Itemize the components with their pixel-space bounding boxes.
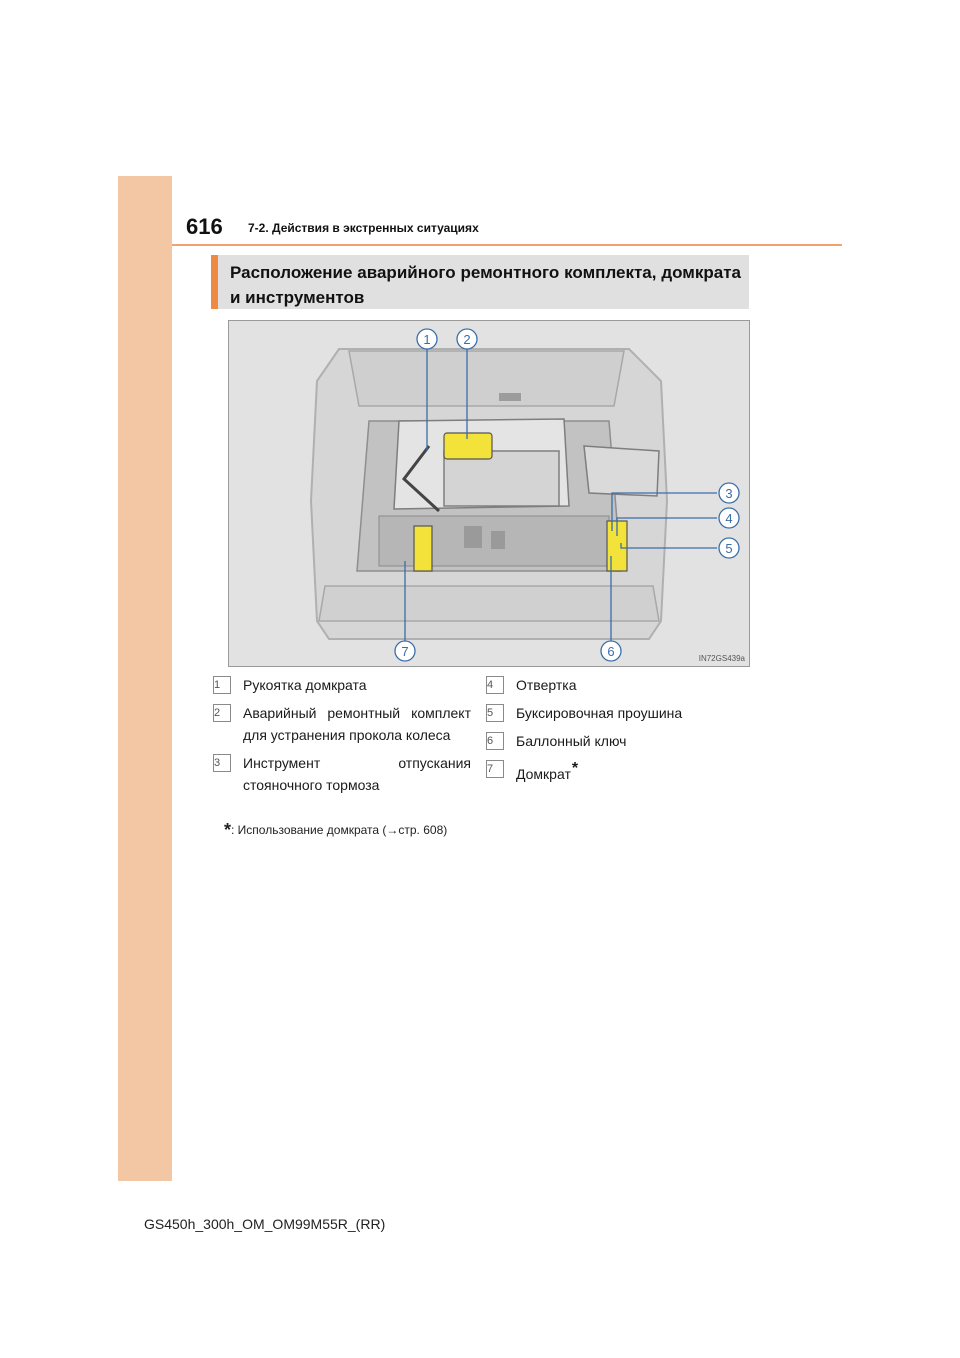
trunk-drawing <box>229 321 749 666</box>
legend-item <box>213 674 471 696</box>
document-code-footer: GS450h_300h_OM_OM99M55R_(RR) <box>144 1216 386 1232</box>
page-title: Расположение аварийного ремонтного комплекта, домкрата и инструментов <box>230 263 741 307</box>
callout-2: 2 <box>463 332 471 347</box>
callout-6: 6 <box>607 644 615 659</box>
legend-number-badge: 1 <box>213 676 231 694</box>
legend-number-badge: 4 <box>486 676 504 694</box>
footnote-star: * <box>224 820 232 840</box>
footnote-text: : Использование домкрата (→стр. 608) <box>231 823 448 837</box>
legend-item <box>486 758 744 785</box>
legend-number-badge: 7 <box>486 760 504 778</box>
trunk-illustration <box>228 320 750 667</box>
footnote <box>224 820 447 841</box>
figure-code: IN72GS439a <box>698 654 745 663</box>
section-heading: 7-2. Действия в экстренных ситуациях <box>248 221 479 235</box>
legend-item <box>486 702 744 724</box>
legend-text: Инструмент отпускания стояночного тормоза <box>243 755 471 793</box>
legend-right-column <box>486 674 744 791</box>
legend-text: Отвертка <box>516 677 577 693</box>
callout-7: 7 <box>401 644 409 659</box>
legend-number-badge: 2 <box>213 704 231 722</box>
callout-3: 3 <box>725 486 733 501</box>
legend-item <box>486 730 744 752</box>
callout-4: 4 <box>725 511 733 526</box>
legend-text: Баллонный ключ <box>516 733 627 749</box>
legend-text: Аварийный ремонтный комплект для устранения прокола колеса <box>243 705 471 743</box>
legend-number-badge: 3 <box>213 754 231 772</box>
legend-text: Домкрат <box>516 766 571 782</box>
legend-text: Буксировочная проушина <box>516 705 683 721</box>
legend-left-column <box>213 674 471 802</box>
page-number: 616 <box>186 214 223 239</box>
legend-item <box>213 752 471 796</box>
legend-item <box>486 674 744 696</box>
legend-number-badge: 5 <box>486 704 504 722</box>
header-rule <box>172 244 842 246</box>
callout-5: 5 <box>725 541 733 556</box>
legend-text: Рукоятка домкрата <box>243 677 367 693</box>
footnote-mark: * <box>571 760 579 777</box>
title-box <box>211 255 749 309</box>
legend-number-badge: 6 <box>486 732 504 750</box>
legend-item <box>213 702 471 746</box>
callout-1: 1 <box>423 332 431 347</box>
side-color-band <box>118 176 172 1181</box>
